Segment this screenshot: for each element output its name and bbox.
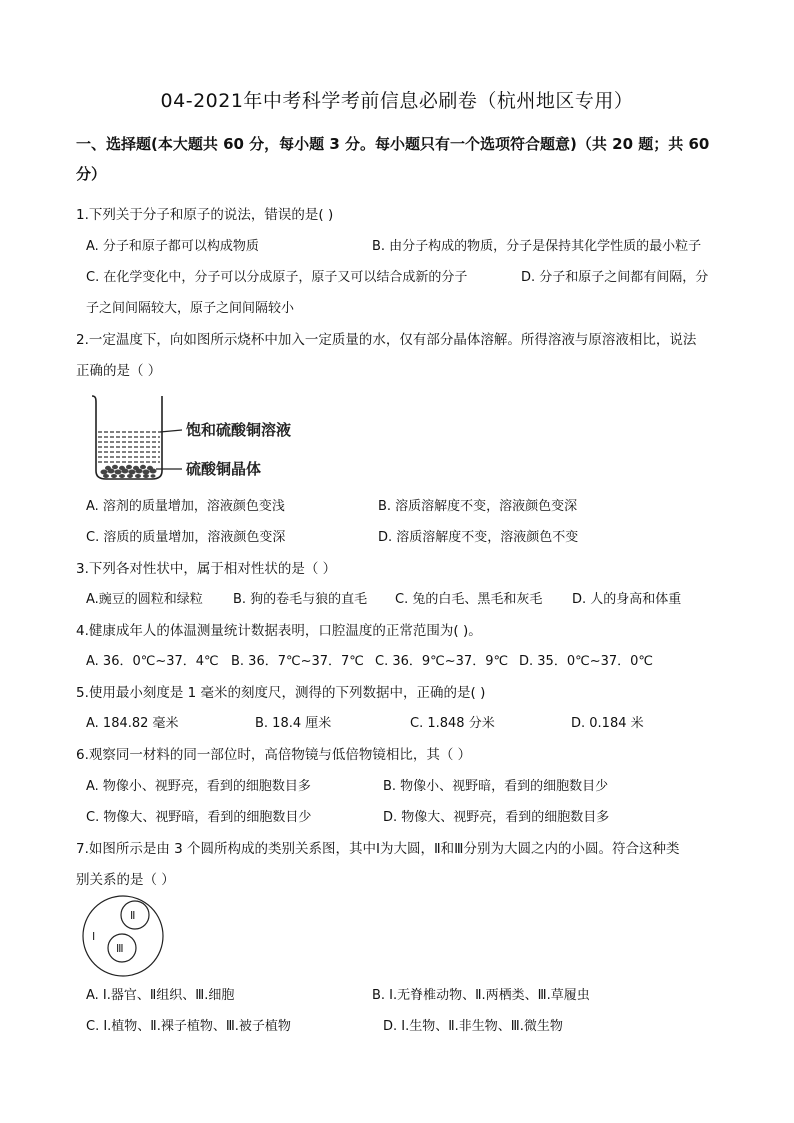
solution-dashes — [98, 432, 160, 462]
q6-option-c[interactable]: C. 物像大、视野暗，看到的细胞数目少 — [86, 810, 312, 825]
q6-option-b[interactable]: B. 物像小、视野暗，看到的细胞数目少 — [383, 779, 609, 794]
q2-option-d[interactable]: D. 溶质溶解度不变，溶液颜色不变 — [378, 530, 579, 545]
q4-stem: 4.健康成年人的体温测量统计数据表明，口腔温度的正常范围为( )。 — [76, 623, 482, 639]
q1-option-d-cont: 子之间间隔较大，原子之间间隔较小 — [86, 301, 295, 316]
q1-option-d[interactable]: D. 分子和原子之间都有间隔，分 — [521, 270, 709, 285]
q5-stem: 5.使用最小刻度是 1 毫米的刻度尺，测得的下列数据中，正确的是( ) — [76, 685, 486, 701]
q4-option-b[interactable]: B. 36．7℃~37．7℃ — [231, 654, 364, 669]
q3-option-c[interactable]: C. 兔的白毛、黑毛和灰毛 — [395, 592, 543, 607]
q2-option-a[interactable]: A. 溶剂的质量增加，溶液颜色变浅 — [86, 499, 285, 514]
q2-stem-line2: 正确的是（ ） — [76, 363, 162, 379]
q4-option-c[interactable]: C. 36．9℃~37．9℃ — [375, 654, 509, 669]
q6-stem: 6.观察同一材料的同一部位时，高倍物镜与低倍物镜相比，其（ ） — [76, 747, 472, 763]
section-heading-line1: 一、选择题(本大题共 60 分，每小题 3 分。每小题只有一个选项符合题意)（共 20 题；共 60 — [76, 135, 710, 153]
q7-stem-line1: 7.如图所示是由 3 个圆所构成的类别关系图，其中Ⅰ为大圆，Ⅱ和Ⅲ分别为大圆之内的小圆。符合这种类 — [76, 841, 680, 857]
q1-option-c[interactable]: C. 在化学变化中，分子可以分成原子，原子又可以结合成新的分子 — [86, 270, 468, 285]
q3-option-a[interactable]: A.豌豆的圆粒和绿粒 — [86, 592, 203, 607]
q1-option-a[interactable]: A. 分子和原子都可以构成物质 — [86, 239, 259, 254]
q3-option-d[interactable]: D. 人的身高和体重 — [572, 592, 682, 607]
q6-option-d[interactable]: D. 物像大、视野亮，看到的细胞数目多 — [383, 810, 610, 825]
q3-option-b[interactable]: B. 狗的卷毛与狼的直毛 — [233, 592, 368, 607]
label-circle-big: Ⅰ — [92, 930, 96, 943]
q5-option-a[interactable]: A. 184.82 毫米 — [86, 716, 179, 731]
q5-option-d[interactable]: D. 0.184 米 — [571, 716, 644, 731]
q7-stem-line2: 别关系的是（ ） — [76, 872, 175, 888]
page-title: 04-2021年中考科学考前信息必刷卷（杭州地区专用） — [160, 90, 634, 112]
crystal-pile — [101, 465, 157, 478]
beaker-figure — [86, 393, 316, 483]
q2-option-c[interactable]: C. 溶质的质量增加，溶液颜色变深 — [86, 530, 286, 545]
q4-option-a[interactable]: A. 36．0℃~37．4℃ — [86, 654, 219, 669]
solution-leader-line — [160, 430, 182, 432]
label-crystal: 硫酸铜晶体 — [186, 460, 262, 478]
q7-option-b[interactable]: B. Ⅰ.无脊椎动物、Ⅱ.两栖类、Ⅲ.草履虫 — [372, 988, 590, 1003]
q2-option-b[interactable]: B. 溶质溶解度不变，溶液颜色变深 — [378, 499, 578, 514]
label-circle-small-bottom: Ⅲ — [116, 942, 124, 955]
q5-option-c[interactable]: C. 1.848 分米 — [410, 716, 495, 731]
q1-option-b[interactable]: B. 由分子构成的物质，分子是保持其化学性质的最小粒子 — [372, 239, 702, 254]
label-circle-small-top: Ⅱ — [130, 909, 136, 922]
q1-stem: 1.下列关于分子和原子的说法，错误的是( ) — [76, 207, 334, 223]
circle-diagram — [80, 893, 170, 983]
q6-option-a[interactable]: A. 物像小、视野亮，看到的细胞数目多 — [86, 779, 311, 794]
q5-option-b[interactable]: B. 18.4 厘米 — [255, 716, 332, 731]
q3-stem: 3.下列各对性状中，属于相对性状的是（ ） — [76, 561, 337, 577]
label-saturated-solution: 饱和硫酸铜溶液 — [186, 421, 292, 439]
q7-option-a[interactable]: A. Ⅰ.器官、Ⅱ组织、Ⅲ.细胞 — [86, 988, 235, 1003]
q7-option-c[interactable]: C. Ⅰ.植物、Ⅱ.裸子植物、Ⅲ.被子植物 — [86, 1019, 291, 1034]
section-heading-line2: 分） — [76, 165, 107, 183]
q4-option-d[interactable]: D. 35．0℃~37．0℃ — [519, 654, 653, 669]
q7-option-d[interactable]: D. Ⅰ.生物、Ⅱ.非生物、Ⅲ.微生物 — [383, 1019, 563, 1034]
q2-stem-line1: 2.一定温度下，向如图所示烧杯中加入一定质量的水，仅有部分晶体溶解。所得溶液与原溶液相比，说法 — [76, 332, 697, 348]
